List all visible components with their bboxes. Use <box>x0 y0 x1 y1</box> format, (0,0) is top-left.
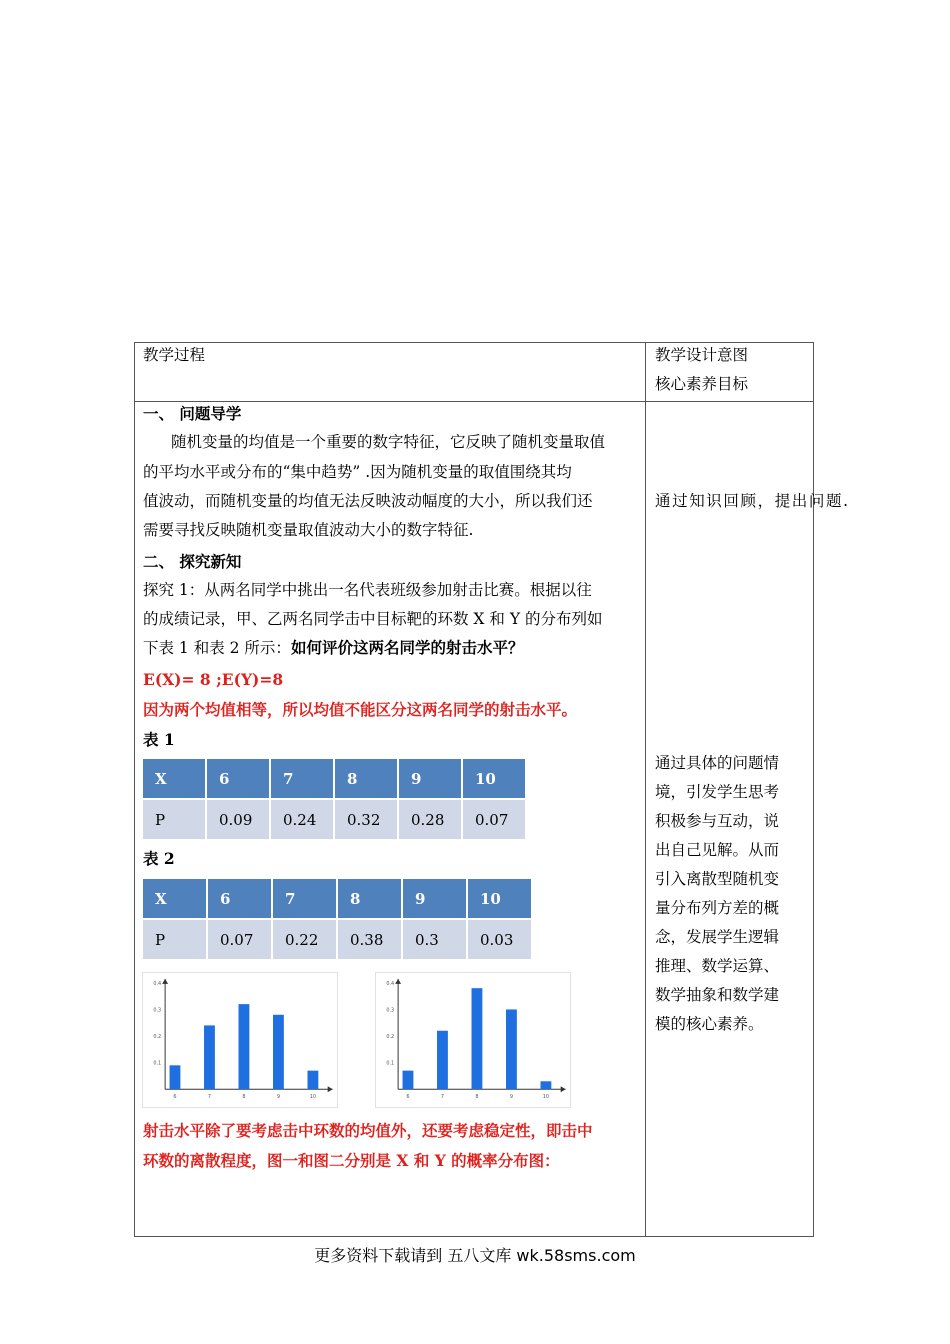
bar-6 <box>403 1071 414 1090</box>
table-cell: 0.28 <box>399 800 461 839</box>
bar-7 <box>204 1025 215 1089</box>
section1-line: 的平均水平或分布的“集中趋势” .因为随机变量的取值围绕其均 <box>143 463 572 481</box>
x-axis-arrow <box>561 1086 566 1092</box>
x-tick-label: 9 <box>509 1094 513 1101</box>
table2-value-row <box>143 920 531 959</box>
y-tick-label: 0.1 <box>386 1060 395 1067</box>
x-axis-arrow <box>328 1086 333 1092</box>
table-cell: 0.09 <box>207 800 269 839</box>
table-cell: 10 <box>463 759 525 798</box>
table-cell: P <box>143 920 206 959</box>
table-cell: 0.07 <box>208 920 271 959</box>
y-axis-arrow <box>162 979 168 984</box>
y-tick-label: 0.4 <box>153 980 162 987</box>
header-left: 教学过程 <box>143 346 206 364</box>
bar-8 <box>239 1004 250 1089</box>
right-note-line: 念，发展学生逻辑 <box>655 928 780 946</box>
section2-line3 <box>143 638 523 658</box>
section2-line: 探究 1：从两名同学中挑出一名代表班级参加射击比赛。根据以往 <box>143 581 592 599</box>
x-tick-label: 10 <box>542 1094 550 1101</box>
table1 <box>141 757 527 841</box>
table-cell: 6 <box>207 759 269 798</box>
right-note-line: 量分布列方差的概 <box>655 899 780 917</box>
y-tick-label: 0.3 <box>386 1007 395 1014</box>
right-note-line: 数学抽象和数学建 <box>655 986 780 1004</box>
right-note-line: 积极参与互动，说 <box>655 812 780 830</box>
x-tick-label: 8 <box>242 1094 246 1101</box>
table-cell: 6 <box>208 879 271 918</box>
y-tick-label: 0.1 <box>153 1060 162 1067</box>
header-right-line2: 核心素养目标 <box>655 375 749 393</box>
x-tick-label: 10 <box>309 1094 317 1101</box>
right-note-review: 通过知识回顾，提出问题. <box>655 492 850 510</box>
bar-6 <box>170 1065 181 1089</box>
table-cell: 0.32 <box>335 800 397 839</box>
section1-title: 一、 问题导学 <box>143 404 242 423</box>
x-tick-label: 8 <box>475 1094 479 1101</box>
bar-8 <box>472 988 483 1089</box>
x-tick-label: 9 <box>276 1094 280 1101</box>
right-note-line: 境，引发学生思考 <box>655 783 780 801</box>
right-note-line: 出自己见解。从而 <box>655 841 780 859</box>
table1-value-row <box>143 800 525 839</box>
y-tick-label: 0.2 <box>153 1034 162 1041</box>
section2-line3-prefix: 下表 1 和表 2 所示： <box>143 639 291 657</box>
closing-line: 射击水平除了要考虑击中环数的均值外，还要考虑稳定性，即击中 <box>143 1121 593 1140</box>
x-tick-label: 6 <box>173 1094 177 1101</box>
x-tick-label: 7 <box>440 1094 445 1101</box>
section2-title: 二、 探究新知 <box>143 552 242 571</box>
table-cell: 9 <box>403 879 466 918</box>
table-cell: 0.38 <box>338 920 401 959</box>
table-cell: 8 <box>338 879 401 918</box>
table1-label: 表 1 <box>143 730 175 749</box>
table-cell: X <box>143 759 205 798</box>
table-cell: P <box>143 800 205 839</box>
footer-text: 更多资料下载请到 五八文库 wk.58sms.com <box>314 1246 636 1265</box>
right-note-line: 推理、数学运算、 <box>655 957 780 975</box>
table-cell: 7 <box>273 879 336 918</box>
column-divider <box>645 342 646 1237</box>
distribution-chart-y <box>375 972 571 1108</box>
table2-label: 表 2 <box>143 849 175 868</box>
x-tick-label: 6 <box>406 1094 410 1101</box>
header-divider <box>134 401 814 402</box>
table-cell: 0.22 <box>273 920 336 959</box>
right-note-line: 引入离散型随机变 <box>655 870 780 888</box>
bar-9 <box>273 1015 284 1089</box>
table-cell: 7 <box>271 759 333 798</box>
y-axis-arrow <box>395 979 401 984</box>
table-cell: 8 <box>335 759 397 798</box>
section2-question: 如何评价这两名同学的射击水平？ <box>290 638 524 657</box>
header-right-line1: 教学设计意图 <box>655 346 749 364</box>
bar-9 <box>506 1009 517 1089</box>
section2-line: 的成绩记录，甲、乙两名同学击中目标靶的环数 X 和 Y 的分布列如 <box>143 610 603 628</box>
table-cell: 0.24 <box>271 800 333 839</box>
x-tick-label: 7 <box>207 1094 212 1101</box>
table2 <box>141 877 533 961</box>
table-cell: 0.3 <box>403 920 466 959</box>
right-note-line: 模的核心素养。 <box>655 1015 764 1033</box>
right-note-line: 通过具体的问题情 <box>655 754 780 772</box>
bar-10 <box>540 1081 551 1089</box>
table2-header-row <box>143 879 531 918</box>
section1-line: 需要寻找反映随机变量取值波动大小的数字特征. <box>143 521 474 539</box>
expectation-text: E(X)= 8 ;E(Y)=8 <box>143 670 284 689</box>
table-cell: 0.07 <box>463 800 525 839</box>
mean-conclusion: 因为两个均值相等，所以均值不能区分这两名同学的射击水平。 <box>143 700 578 719</box>
table-cell: 0.03 <box>468 920 531 959</box>
y-tick-label: 0.3 <box>153 1007 162 1014</box>
y-tick-label: 0.2 <box>386 1034 395 1041</box>
bar-7 <box>437 1031 448 1090</box>
table1-header-row <box>143 759 525 798</box>
section1-line: 值波动，而随机变量的均值无法反映波动幅度的大小，所以我们还 <box>143 492 593 510</box>
table-cell: X <box>143 879 206 918</box>
y-tick-label: 0.4 <box>386 980 395 987</box>
distribution-chart-x <box>142 972 338 1108</box>
closing-line: 环数的离散程度，图一和图二分别是 X 和 Y 的概率分布图： <box>143 1151 560 1170</box>
section1-line: 随机变量的均值是一个重要的数字特征，它反映了随机变量取值 <box>171 433 606 451</box>
table-cell: 10 <box>468 879 531 918</box>
bar-10 <box>307 1071 318 1090</box>
table-cell: 9 <box>399 759 461 798</box>
